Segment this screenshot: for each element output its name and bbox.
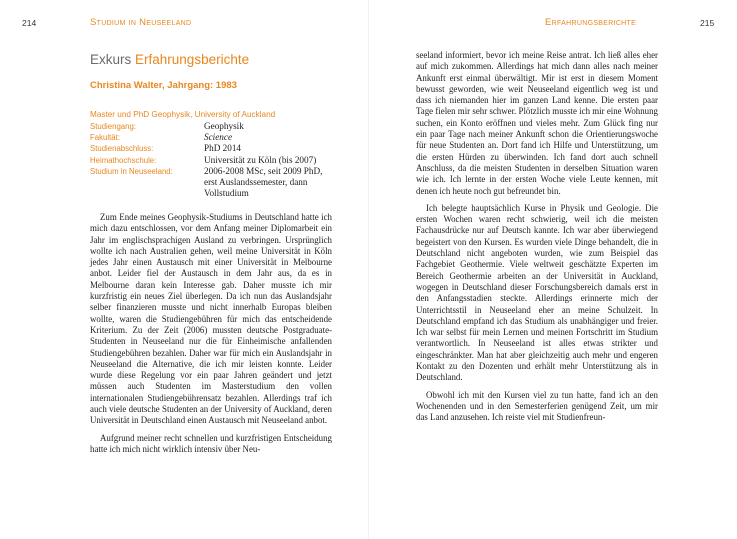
running-head-right: Erfahrungsberichte xyxy=(545,17,637,28)
running-head-left: Studium in Neuseeland xyxy=(90,17,192,28)
fact-row xyxy=(90,166,330,200)
facts-table xyxy=(90,121,330,199)
fact-label: Fakultät: xyxy=(90,133,120,143)
paragraph: Aufgrund meiner recht schnellen und kurzfristigen Entscheidung hatte ich mich nicht wirklich intensiv über Neu- xyxy=(90,432,332,454)
fact-value: 2006-2008 MSc, seit 2009 PhD, erst Auslandssemester, dann Vollstudium xyxy=(204,165,323,199)
exkurs-heading: Erfahrungsberichte xyxy=(135,52,250,67)
fact-label: Studiengang: xyxy=(90,122,136,131)
page-gutter xyxy=(368,0,369,539)
fact-value: PhD 2014 xyxy=(204,143,242,154)
page-number-right: 215 xyxy=(700,18,715,28)
body-text-left xyxy=(90,212,332,461)
page-number-left: 214 xyxy=(22,18,37,28)
fact-label: Studienabschluss: xyxy=(90,144,154,154)
paragraph: Ich belegte hauptsächlich Kurse in Physik und Geologie. Die ersten Wochen waren recht schwierig, weil ich die meisten Fachausdrücke nur auf Deutsch kannte. Ich war aber überwiegend begeistert von den Kursen. Es wurden viele Dinge behandelt, die in Deutschland nicht angeboten wurden, wie zum Beispiel das Fachgebiet Geothermie. Viele weltweit geschätzte Experten im Bereich Geothermie arbeiten an der Universität in Auckland, wogegen in Deutschland dieser Forschungsbereich damals erst in den Anfangsstadien steckte. Allerdings erinnerte mich der Unterrichtsstil in Neuseeland eher an meine Schulzeit. In Deutschland empfand ich das Studium als unabhängiger und freier. Ich war selbst für mein Lernen und meinen Fortschritt im Studium verantwortlich. In Neuseeland ist alles etwas strikter und eingeschränkter. Man hat aber gleichzeitig auch mehr und engeren Kontakt zu den Dozenten und erhält mehr Unterstützung als in Deutschland. xyxy=(416,202,658,383)
exkurs-title xyxy=(90,52,249,67)
fact-label: Studium in Neuseeland: xyxy=(90,166,173,176)
paragraph: Obwohl ich mit den Kursen viel zu tun hatte, fand ich an den Wochenenden und in den Semesterferien genügend Zeit, um mir das Land anzusehen. Ich reiste viel mit Studienfreun- xyxy=(416,389,658,423)
body-text-right xyxy=(416,50,658,430)
fact-row xyxy=(90,155,330,166)
fact-row xyxy=(90,121,330,132)
degree-line: Master und PhD Geophysik, University of Auckland xyxy=(90,110,276,119)
paragraph: seeland informiert, bevor ich meine Reise antrat. Ich ließ alles eher auf mich zukommen. Allerdings hat mich dann alles nach meiner Ankunft erst einmal überwältigt. Mir ist erst in diesem Moment bewusst geworden, wie weit Neuseeland eigentlich weg ist und dass ich niemanden hier im ganzen Land kenne. Die ersten paar Tage fielen mir sehr schwer. Plötzlich musste ich mir eine Wohnung suchen, ein Konto eröffnen und vieles mehr. Zum Glück fing nur ein paar Tage nach meiner Ankunft schon die Orientierungswoche für neue Studenten an. Dort fand ich Hilfe und Unterstützung, um die ersten Hürden zu überwinden. Ich fand dort auch schnell Anschluss, da die meisten Studenten in derselben Situation waren wie ich. Ich lernte in der ersten Woche viele Leute kennen, mit denen ich heute noch gut befreundet bin. xyxy=(416,50,658,196)
fact-value: Universität zu Köln (bis 2007) xyxy=(204,154,317,165)
person-heading: Christina Walter, Jahrgang: 1983 xyxy=(90,80,237,91)
fact-value: Science xyxy=(204,132,233,143)
fact-row xyxy=(90,132,330,143)
paragraph: Zum Ende meines Geophysik-Studiums in Deutschland hatte ich mich dazu entschlossen, vor dem Anfang meiner Diplomarbeit ein Jahr im englischsprachigen Ausland zu verbringen. Ursprünglich wollte ich nach Australien gehen, weil meine Universität in Köln jedes Jahr einen Austausch mit einer Universität in Melbourne anbot. Leider fiel der Austausch in dem Jahr aus, da es in Melbourne daran kein Interesse gab. Daher musste ich mir kurzfristig ein neues Ziel überlegen. Da ich nun das Auslandsjahr selber finanzieren musste und nicht innerhalb Europas bleiben wollte, waren die Studiengebühren für mich das entscheidende Kriterium. Zu der Zeit (2006) mussten deutsche Postgraduate-Studenten in Neuseeland nur die für Einheimische anfallenden Studiengebühren bezahlen. Daher war für mich ein Auslandsjahr in Neuseeland die Alternative, die ich mir leisten konnte. Leider wurde diese Regelung vor ein paar Jahren geändert und jetzt müssen auch Studenten im Masterstudium den vollen internationalen Studiengebührensatz bezahlen. Allerdings traf ich auch viele deutsche Studenten an der University of Auckland, deren Universität in Deutschland einen Austausch mit Neuseeland anbot. xyxy=(90,212,332,426)
fact-label: Heimathochschule: xyxy=(90,155,157,165)
exkurs-label: Exkurs xyxy=(90,52,132,67)
fact-row xyxy=(90,143,330,154)
fact-value: Geophysik xyxy=(204,121,244,131)
